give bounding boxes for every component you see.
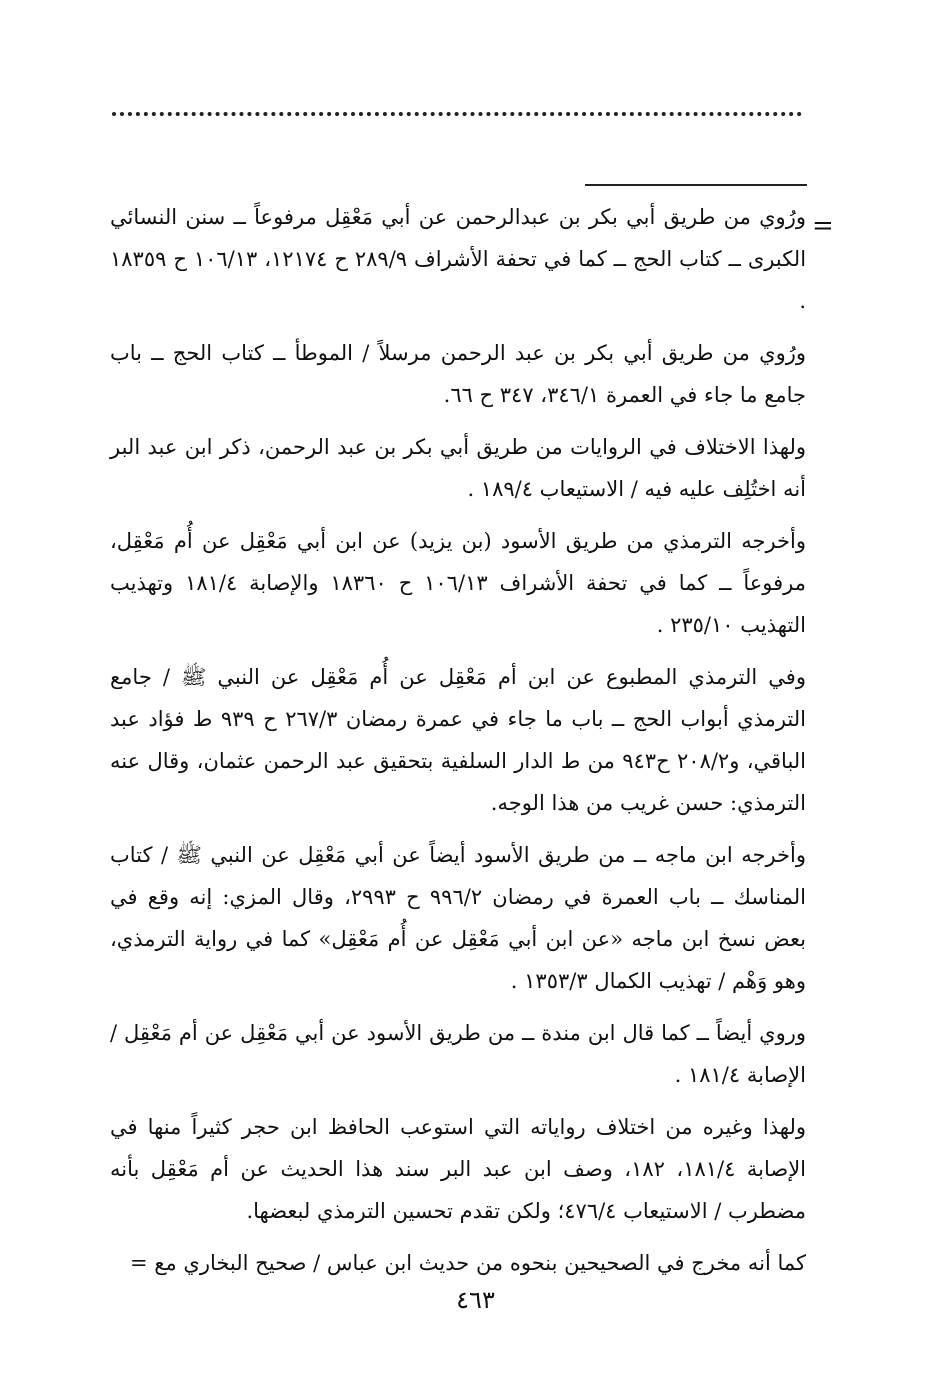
footnote-paragraph: وأخرجه ابن ماجه ــ من طريق الأسود أيضاً عن أبي مَعْقِل عن النبي ﷺ / كتاب المناسك ــ باب العمرة في رمضان ٩٩٦/٢ ح ٢٩٩٣، وقال المزي: إنه وقع في بعض نسخ ابن ماجه «عن ابن أبي مَعْقِل عن أُم مَعْقِل» كما في رواية الترمذي، وهو وَهْم / تهذيب الكمال ١٣٥٣/٣ . (110, 843, 806, 993)
dotted-separator (112, 112, 802, 116)
footnote-paragraph: وأخرجه الترمذي من طريق الأسود (بن يزيد) عن ابن أبي مَعْقِل عن أُم مَعْقِل، مرفوعاً ــ كما في تحفة الأشراف ١٠٦/١٣ ح ١٨٣٦٠ والإصابة ١٨١/٤ وتهذيب التهذيب ٢٣٥/١٠ . (110, 529, 806, 637)
footnote-paragraph: ورُوي من طريق أبي بكر بن عبد الرحمن مرسلاً / الموطأ ــ كتاب الحج ــ باب جامع ما جاء في العمرة ٣٤٦/١، ٣٤٧ ح ٦٦. (110, 341, 806, 407)
footnote-paragraph: وروي أيضاً ــ كما قال ابن مندة ــ من طريق الأسود عن أبي مَعْقِل عن أم مَعْقِل / الإصابة ١٨١/٤ . (110, 1021, 806, 1087)
footnote-rule (585, 184, 807, 186)
page-number: ٤٦٣ (456, 1286, 495, 1314)
continuation-mark: = (812, 211, 834, 241)
footnote-paragraph: ولهذا وغيره من اختلاف رواياته التي استوعب الحافظ ابن حجر كثيراً منها في الإصابة ١٨١/٤، ١٨٢، وصف ابن عبد البر سند هذا الحديث عن أم مَعْقِل بأنه مضطرب / الاستيعاب ٤٧٦/٤؛ ولكن تقدم تحسين الترمذي لبعضها. (110, 1115, 807, 1223)
footnote-paragraph: ولهذا الاختلاف في الروايات من طريق أبي بكر بن عبد الرحمن، ذكر ابن عبد البر أنه اختُلِف عليه فيه / الاستيعاب ١٨٩/٤ . (110, 435, 806, 501)
footnote-paragraph: ورُوي من طريق أبي بكر بن عبدالرحمن عن أبي مَعْقِل مرفوعاً ــ سنن النسائي الكبرى ــ كتاب الحج ــ كما في تحفة الأشراف ٢٨٩/٩ ح ١٢١٧٤، ١٠٦/١٣ ح ١٨٣٥٩ . (110, 205, 807, 313)
footnotes (110, 196, 806, 1294)
footnote-paragraph: كما أنه مخرج في الصحيحين بنحوه من حديث ابن عباس / صحيح البخاري مع = (130, 1251, 806, 1275)
footnote-paragraph: وفي الترمذي المطبوع عن ابن أم مَعْقِل عن أُم مَعْقِل عن النبي ﷺ / جامع الترمذي أبواب الحج ــ باب ما جاء في عمرة رمضان ٢٦٧/٣ ح ٩٣٩ ط فؤاد عبد الباقي، و٢٠٨/٢ ح٩٤٣ من ط الدار السلفية بتحقيق عبد الرحمن عثمان، وقال عنه الترمذي: حسن غريب من هذا الوجه. (110, 665, 807, 815)
